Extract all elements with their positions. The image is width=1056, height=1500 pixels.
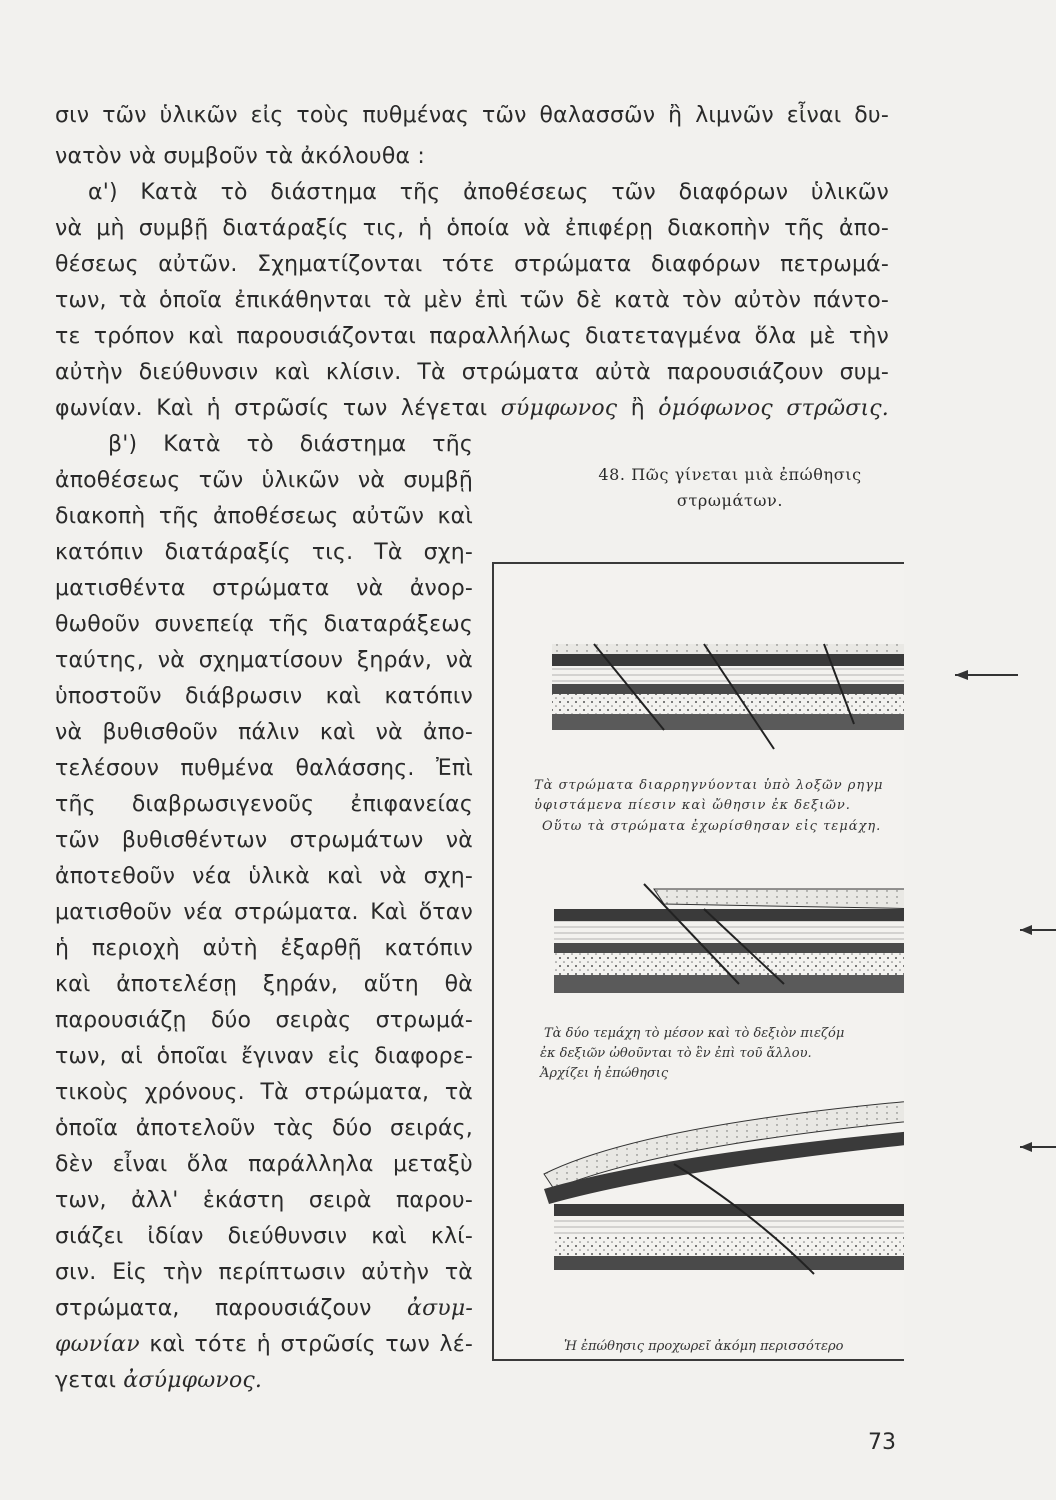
text-run: φωνίαν. Καὶ ἡ στρῶσίς των λέγεται xyxy=(55,396,501,421)
text-line: ἀποθέσεως τῶν ὑλικῶν νὰ συμβῇ xyxy=(55,468,473,493)
text-line: σιν τῶν ὑλικῶν εἰς τοὺς πυθμένας τῶν θαλασσῶν ἢ λιμνῶν εἶναι δυ- xyxy=(55,103,889,128)
text-line xyxy=(55,1366,262,1396)
text-line: δὲν εἶναι ὅλα παράλληλα μεταξὺ xyxy=(55,1152,473,1177)
text-line: σιάζει ἰδίαν διεύθυνσιν καὶ κλί- xyxy=(55,1224,473,1249)
text-line: ματισθέντα στρώματα νὰ ἀνορ- xyxy=(55,576,473,601)
arrow-left-icon xyxy=(1010,915,1056,955)
text-line: τε τρόπον καὶ παρουσιάζονται παραλλήλως διατεταγμένα ὅλα μὲ τὴν xyxy=(55,324,889,349)
figure-caption-line: Οὕτω τὰ στρώματα ἐχωρίσθησαν εἰς τεμάχη. xyxy=(542,819,882,834)
text-line: νὰ βυθισθοῦν πάλιν καὶ νὰ ἀπο- xyxy=(55,720,473,745)
text-line: αὐτὴν διεύθυνσιν καὶ κλίσιν. Τὰ στρώματα αὐτὰ παρουσιάζουν συμ- xyxy=(55,360,889,385)
figure-frame xyxy=(492,562,904,1361)
text-line: κατόπιν διατάραξίς τις. Τὰ σχη- xyxy=(55,540,473,565)
text-line: ματισθοῦν νέα στρώματα. Καὶ ὅταν xyxy=(55,900,473,925)
strata-diagram xyxy=(494,564,904,1359)
text-run: γεται xyxy=(55,1368,124,1393)
figure-caption-line: ἐκ δεξιῶν ὠθοῦνται τὸ ἓν ἐπὶ τοῦ ἄλλου. xyxy=(540,1046,812,1061)
text-line xyxy=(55,1330,473,1360)
figure-caption-line: ὑφιστάμενα πίεσιν καὶ ὤθησιν ἐκ δεξιῶν. xyxy=(534,798,851,813)
text-line: θωθοῦν συνεπείᾳ τῆς διαταράξεως xyxy=(55,612,473,637)
figure-caption-line: Ἀρχίζει ἡ ἐπώθησις xyxy=(540,1066,669,1081)
text-line: α') Κατὰ τὸ διάστημα τῆς ἀποθέσεως τῶν διαφόρων ὑλικῶν xyxy=(88,180,889,205)
text-line: ἡ περιοχὴ αὐτὴ ἐξαρθῇ κατόπιν xyxy=(55,936,473,961)
term-asymphonia: ἀσυμ- xyxy=(407,1296,473,1321)
text-line: παρουσιάζῃ δύο σειρὰς στρωμά- xyxy=(55,1008,473,1033)
text-line: καὶ ἀποτελέσῃ ξηράν, αὕτη θὰ xyxy=(55,972,473,997)
figure-title-line: στρωμάτων. xyxy=(676,491,784,510)
text-line: θέσεως αὐτῶν. Σχηματίζονται τότε στρώματα διαφόρων πετρωμά- xyxy=(55,252,889,277)
term-asymphonos: ἀσύμφωνος. xyxy=(123,1368,263,1393)
text-run: στρώματα, παρουσιάζουν xyxy=(55,1296,408,1321)
page-number: 73 xyxy=(868,1430,896,1455)
text-line: σιν. Εἰς τὴν περίπτωσιν αὐτὴν τὰ xyxy=(55,1260,473,1285)
figure-caption-line: Τὰ στρώματα διαρρηγνύονται ὑπὸ λοξῶν ρηγμ xyxy=(534,778,884,793)
text-line: β') Κατὰ τὸ διάστημα τῆς xyxy=(108,432,473,457)
text-line: ταύτης, νὰ σχηματίσουν ξηράν, νὰ xyxy=(55,648,473,673)
figure-title xyxy=(565,462,895,514)
text-line: νὰ μὴ συμβῇ διατάραξίς τις, ἡ ὁποία νὰ ἐπιφέρῃ διακοπὴν τῆς ἀπο- xyxy=(55,216,889,241)
text-line: τῆς διαβρωσιγενοῦς ἐπιφανείας xyxy=(55,792,473,817)
figure-title-line: 48. Πῶς γίνεται μιὰ ἐπώθησις xyxy=(598,465,862,484)
text-line: νατὸν νὰ συμβοῦν τὰ ἀκόλουθα : xyxy=(55,144,425,169)
text-line: ὁποῖα ἀποτελοῦν τὰς δύο σειράς, xyxy=(55,1116,473,1141)
strata-panel-3 xyxy=(544,1099,904,1274)
text-run: ἢ xyxy=(617,396,659,421)
text-line xyxy=(55,394,889,424)
text-line: τελέσουν πυθμένα θαλάσσης. Ἐπὶ xyxy=(55,756,473,781)
text-line xyxy=(55,1294,473,1324)
term-symphonos: σύμφωνος xyxy=(500,396,618,421)
text-line: τῶν βυθισθέντων στρωμάτων νὰ xyxy=(55,828,473,853)
strata-panel-1 xyxy=(552,644,904,749)
figure-caption-line: Τὰ δύο τεμάχη τὸ μέσον καὶ τὸ δεξιὸν πιεζόμ xyxy=(544,1026,845,1041)
arrow-left-icon xyxy=(940,660,1020,700)
text-line: διακοπὴ τῆς ἀποθέσεως αὐτῶν καὶ xyxy=(55,504,473,529)
figure-caption-line: Ἡ ἐπώθησις προχωρεῖ ἀκόμη περισσότερο xyxy=(564,1339,844,1354)
text-line: ὑποστοῦν διάβρωσιν καὶ κατόπιν xyxy=(55,684,473,709)
text-line: των, αἱ ὁποῖαι ἔγιναν εἰς διαφορε- xyxy=(55,1044,473,1069)
strata-panel-2 xyxy=(554,884,904,993)
text-line: τικοὺς χρόνους. Τὰ στρώματα, τὰ xyxy=(55,1080,473,1105)
text-run: καὶ τότε ἡ στρῶσίς των λέ- xyxy=(139,1332,473,1357)
term-omophonos: ὁμόφωνος στρῶσις. xyxy=(658,396,889,421)
arrow-left-icon xyxy=(1010,1132,1056,1172)
text-line: των, τὰ ὁποῖα ἐπικάθηνται τὰ μὲν ἐπὶ τῶν δὲ κατὰ τὸν αὐτὸν πάντο- xyxy=(55,288,889,313)
text-line: ἀποτεθοῦν νέα ὑλικὰ καὶ νὰ σχη- xyxy=(55,864,473,889)
term-asymphonia: φωνίαν xyxy=(55,1332,140,1357)
text-line: των, ἀλλ' ἑκάστη σειρὰ παρου- xyxy=(55,1188,473,1213)
